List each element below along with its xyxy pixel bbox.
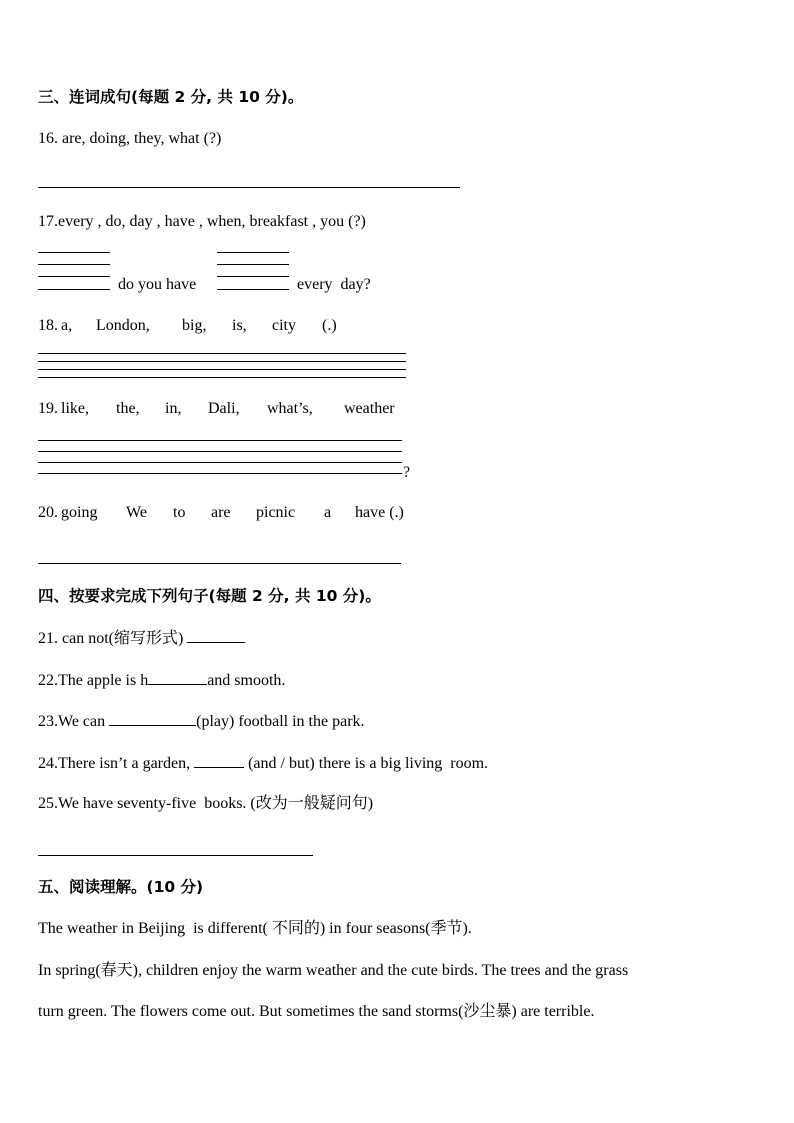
answer-line-17-b2[interactable] — [217, 264, 289, 265]
question-20-word: going — [61, 504, 98, 521]
answer-line-20[interactable] — [38, 563, 401, 564]
answer-line-19-1[interactable] — [38, 440, 402, 441]
question-20-word: have (.) — [355, 504, 404, 521]
answer-line-25[interactable] — [38, 855, 313, 856]
answer-line-18-2[interactable] — [38, 361, 406, 362]
answer-blank-23[interactable] — [109, 711, 196, 726]
question-18-word: a, — [61, 317, 73, 334]
question-21-text: 21. can not(缩写形式) — [38, 630, 188, 647]
question-23-text-b: (play) football in the park. — [196, 713, 365, 730]
answer-blank-24[interactable] — [194, 753, 244, 768]
passage-line-2: In spring(春天), children enjoy the warm weather and the cute birds. The trees and the grass — [38, 962, 629, 979]
answer-line-18-3[interactable] — [38, 369, 406, 370]
question-23 — [38, 711, 365, 732]
question-18-word: (.) — [322, 317, 337, 334]
question-20-number: 20. — [38, 504, 58, 521]
question-21 — [38, 628, 245, 649]
passage-line-1: The weather in Beijing is different( 不同的) in four seasons(季节). — [38, 920, 472, 937]
question-17: 17.every , do, day , have , when, breakfast , you (?) — [38, 213, 366, 230]
answer-line-17-b4[interactable] — [217, 289, 289, 290]
question-18-number: 18. — [38, 317, 58, 334]
question-20-word: are — [211, 504, 231, 521]
answer-line-18-4[interactable] — [38, 377, 406, 378]
answer-line-17-a2[interactable] — [38, 264, 110, 265]
question-18-word: city — [272, 317, 296, 334]
answer-line-17-a3[interactable] — [38, 276, 110, 277]
passage-line-3: turn green. The flowers come out. But sometimes the sand storms(沙尘暴) are terrible. — [38, 1003, 595, 1020]
question-17-end-text: every day? — [297, 276, 371, 293]
question-19-word: what’s, — [267, 400, 313, 417]
question-20-word: a — [324, 504, 332, 521]
answer-line-17-a4[interactable] — [38, 289, 110, 290]
question-19-number: 19. — [38, 400, 58, 417]
section-3-heading: 三、连词成句(每题 2 分, 共 10 分)。 — [38, 88, 304, 106]
answer-line-17-b3[interactable] — [217, 276, 289, 277]
question-19-word: Dali, — [208, 400, 240, 417]
question-18-word: London, — [96, 317, 150, 334]
answer-line-17-b1[interactable] — [217, 252, 289, 253]
question-20-word: We — [126, 504, 147, 521]
question-20-word: to — [173, 504, 186, 521]
question-20-word: picnic — [256, 504, 296, 521]
question-16: 16. are, doing, they, what (?) — [38, 130, 222, 147]
answer-blank-21[interactable] — [187, 628, 245, 643]
question-19-word: weather — [344, 400, 395, 417]
answer-blank-22[interactable] — [148, 670, 207, 685]
question-24-text-a: 24.There isn’t a garden, — [38, 755, 195, 772]
section-5-heading: 五、阅读理解。(10 分) — [38, 878, 204, 896]
question-19-word: the, — [116, 400, 140, 417]
question-24-text-b: (and / but) there is a big living room. — [244, 755, 489, 772]
question-18-word: big, — [182, 317, 207, 334]
question-24 — [38, 753, 488, 774]
question-22-text-b: and smooth. — [207, 672, 286, 689]
question-18-word: is, — [232, 317, 247, 334]
question-19-word: in, — [165, 400, 182, 417]
section-4-heading: 四、按要求完成下列句子(每题 2 分, 共 10 分)。 — [38, 587, 381, 605]
answer-line-17-a1[interactable] — [38, 252, 110, 253]
question-25: 25.We have seventy-five books. (改为一般疑问句) — [38, 795, 374, 812]
question-22 — [38, 670, 285, 691]
question-19-question-mark: ? — [403, 464, 411, 481]
question-17-middle-text: do you have — [118, 276, 197, 293]
question-19-word: like, — [61, 400, 89, 417]
answer-line-19-3[interactable] — [38, 462, 402, 463]
answer-line-19-4[interactable] — [38, 473, 402, 474]
answer-line-19-2[interactable] — [38, 451, 402, 452]
answer-line-16[interactable] — [38, 187, 460, 188]
question-22-text-a: 22.The apple is h — [38, 672, 149, 689]
answer-line-18-1[interactable] — [38, 353, 406, 354]
question-23-text-a: 23.We can — [38, 713, 110, 730]
